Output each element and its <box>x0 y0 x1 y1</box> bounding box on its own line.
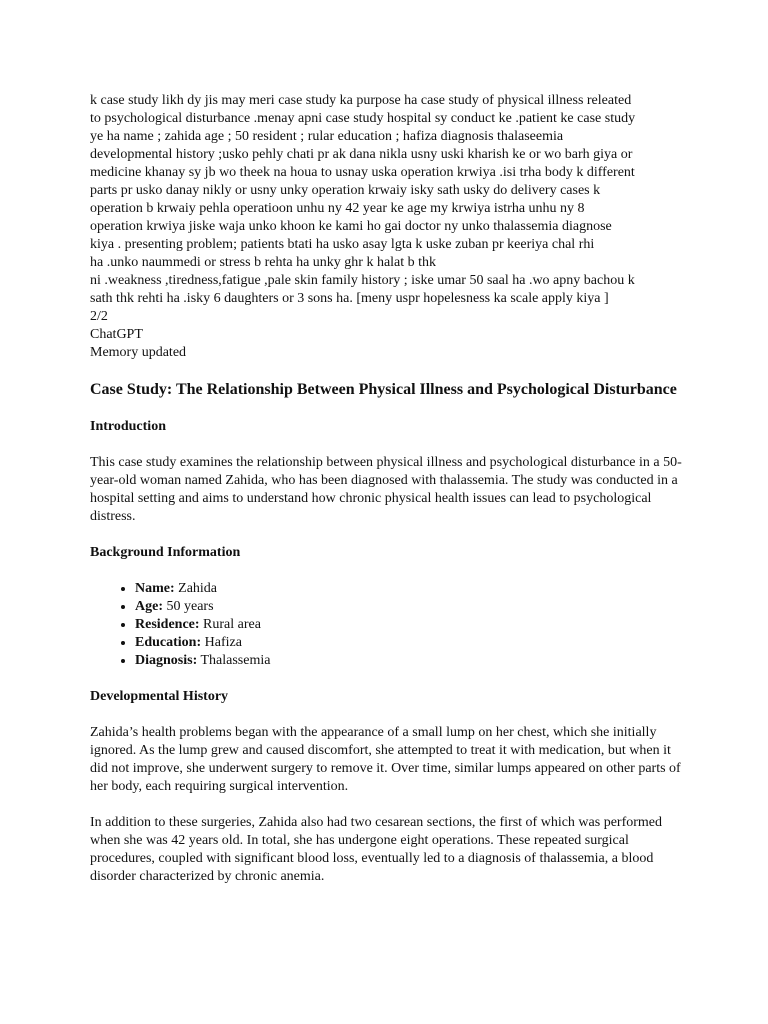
document-page <box>90 92 686 886</box>
developmental-history-heading: Developmental History <box>90 689 229 704</box>
prompt-line: to psychological disturbance .menay apni case study hospital sy conduct ke .patient ke case study <box>90 111 636 126</box>
prompt-line: operation b krwaiy pehla operatioon unhu ny 42 year ke age my krwiya istrha unhu ny 8 <box>90 201 585 216</box>
user-prompt <box>90 92 686 362</box>
field-label: Education: <box>135 635 202 650</box>
introduction-heading: Introduction <box>90 419 166 434</box>
developmental-history-paragraph: In addition to these surgeries, Zahida also had two cesarean sections, the first of which was performed when she was 42 years old. In total, she has undergone eight operations. These repeated surgical procedures, coupled with significant blood loss, eventually led to a diagnosis of thalassemia, a blood disorder characterized by chronic anemia. <box>90 815 663 884</box>
field-value: Zahida <box>174 581 218 596</box>
field-value: Rural area <box>199 617 261 632</box>
field-label: Name: <box>135 581 175 596</box>
developmental-history-paragraph: Zahida’s health problems began with the appearance of a small lump on her chest, which she initially ignored. As the lump grew and caused discomfort, she attempted to treat it with medication, but when it did not improve, she underwent surgery to remove it. Over time, similar lumps appeared on other parts of her body, each requiring surgical intervention. <box>90 725 681 794</box>
page-counter: 2/2 <box>90 309 108 324</box>
document-title: Case Study: The Relationship Between Physical Illness and Psychological Disturbance <box>90 381 677 398</box>
field-label: Age: <box>135 599 163 614</box>
prompt-line: kiya . presenting problem; patients btati ha usko asay lgta k uske zuban pr keeriya chal rhi <box>90 237 595 252</box>
field-label: Residence: <box>135 617 200 632</box>
field-value: 50 years <box>163 599 214 614</box>
field-value: Hafiza <box>201 635 242 650</box>
list-item <box>135 598 686 616</box>
background-list <box>90 580 686 670</box>
prompt-line: ha .unko naummedi or stress b rehta ha unky ghr k halat b thk <box>90 255 437 270</box>
prompt-line: sath thk rehti ha .isky 6 daughters or 3 sons ha. [meny uspr hopelesness ka scale apply kiya ] <box>90 291 609 306</box>
prompt-line: ni .weakness ,tiredness,fatigue ,pale skin family history ; iske umar 50 saal ha .wo apny bachou k <box>90 273 635 288</box>
prompt-line: k case study likh dy jis may meri case study ka purpose ha case study of physical illness releated <box>90 93 632 108</box>
list-item <box>135 652 686 670</box>
prompt-line: ye ha name ; zahida age ; 50 resident ; rular education ; hafiza diagnosis thalaseemia <box>90 129 564 144</box>
prompt-line: operation krwiya jiske waja unko khoon ke kami ho gai doctor ny unko thalassemia diagnose <box>90 219 612 234</box>
memory-status: Memory updated <box>90 345 187 360</box>
introduction-text: This case study examines the relationship between physical illness and psychological disturbance in a 50-year-old woman named Zahida, who has been diagnosed with thalassemia. The study was conducted in a hospital setting and aims to understand how chronic physical health issues can lead to psychological distress. <box>90 455 682 524</box>
list-item <box>135 616 686 634</box>
list-item <box>135 580 686 598</box>
field-label: Diagnosis: <box>135 653 198 668</box>
prompt-line: medicine khanay sy jb wo theek na houa to usnay uska operation krwiya .isi trha body k different <box>90 165 635 180</box>
prompt-line: parts pr usko danay nikly or usny unky operation krwaiy isky sath usky do delivery cases k <box>90 183 601 198</box>
field-value: Thalassemia <box>197 653 271 668</box>
list-item <box>135 634 686 652</box>
background-heading: Background Information <box>90 545 241 560</box>
prompt-line: developmental history ;usko pehly chati pr ak dana nikla usny uski kharish ke or wo barh giya or <box>90 147 633 162</box>
responder-name: ChatGPT <box>90 327 143 342</box>
